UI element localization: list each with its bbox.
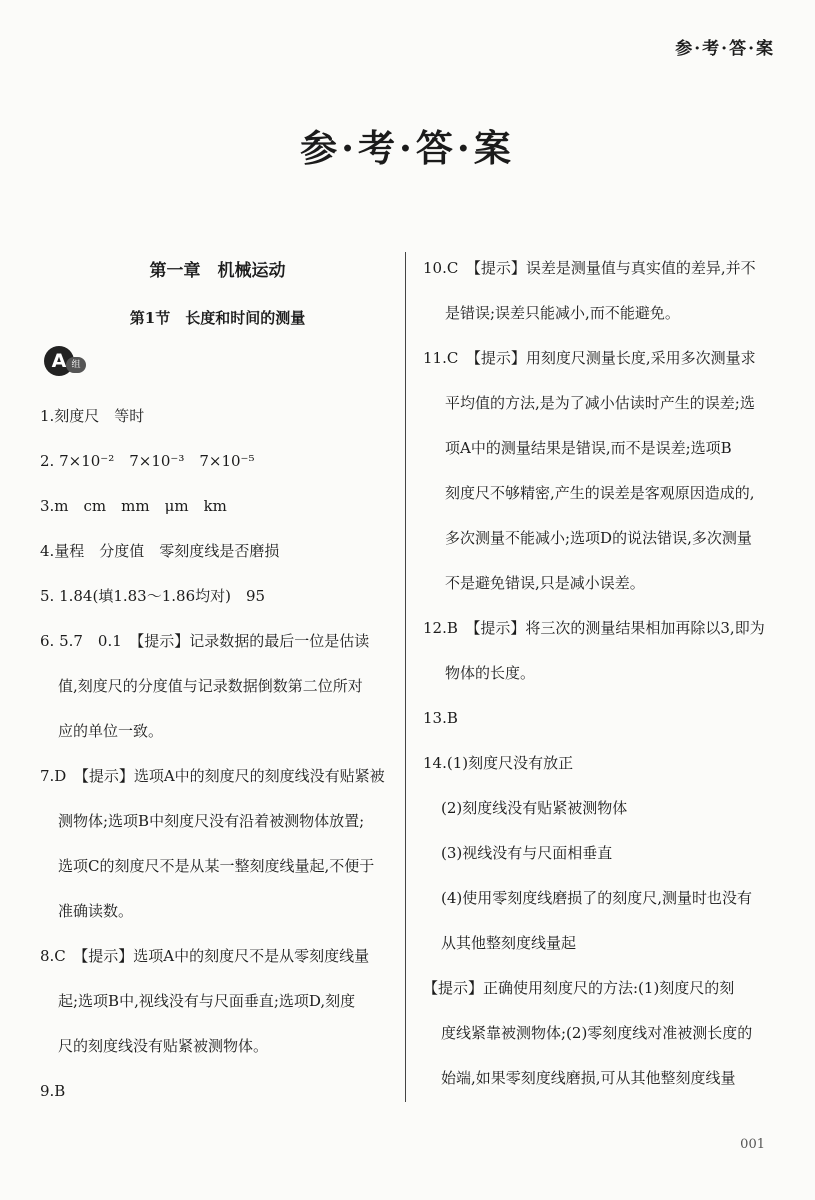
answer-item — [40, 529, 395, 574]
answer-item — [423, 696, 783, 741]
answer-item — [40, 619, 395, 754]
page-number: 001 — [740, 1137, 765, 1152]
answer-line: 13.B — [423, 709, 458, 727]
answer-item — [40, 394, 395, 439]
answer-line: 准确读数。 — [58, 902, 134, 920]
answer-item — [40, 574, 395, 619]
answer-line: 9.B — [40, 1082, 66, 1100]
hint-line: 【提示】正确使用刻度尺的方法:(1)刻度尺的刻 — [423, 979, 735, 997]
answer-item — [40, 1069, 395, 1114]
answer-line: 平均值的方法,是为了减小估读时产生的误差;选 — [445, 394, 755, 412]
answer-line: 多次测量不能减小;选项D的说法错误,多次测量 — [445, 529, 752, 547]
answer-line: 物体的长度。 — [445, 664, 536, 682]
answer-line: 尺的刻度线没有贴紧被测物体。 — [58, 1037, 269, 1055]
answer-subitem: (3)视线没有与尺面相垂直 — [441, 844, 613, 862]
chapter-title: 第一章 机械运动 — [149, 261, 286, 281]
answer-item — [40, 484, 395, 529]
answer-line: 测物体;选项B中刻度尺没有沿着被测物体放置; — [58, 812, 365, 830]
running-head: 参·考·答·案 — [675, 39, 775, 59]
badge-tag: 组 — [66, 357, 86, 373]
answer-item — [423, 606, 783, 696]
answer-line: 刻度尺不够精密,产生的误差是客观原因造成的, — [445, 484, 755, 502]
answer-line: 4.量程 分度值 零刻度线是否磨损 — [40, 542, 280, 560]
group-a-badge — [44, 346, 86, 376]
answer-line: 8.C 【提示】选项A中的刻度尺不是从零刻度线量 — [40, 947, 370, 965]
answer-line: 是错误;误差只能减小,而不能避免。 — [445, 304, 680, 322]
page-title: 参·考·答·案 — [300, 126, 515, 170]
answer-line: 应的单位一致。 — [58, 722, 164, 740]
answer-line: 2. 7×10⁻² 7×10⁻³ 7×10⁻⁵ — [40, 452, 255, 470]
answer-line: 10.C 【提示】误差是测量值与真实值的差异,并不 — [423, 259, 756, 277]
answer-item — [423, 336, 783, 606]
answer-item — [423, 741, 783, 1101]
answer-line: 选项C的刻度尺不是从某一整刻度线量起,不便于 — [58, 857, 375, 875]
answer-subitem: (2)刻度线没有贴紧被测物体 — [441, 799, 628, 817]
answer-subitem: 从其他整刻度线量起 — [441, 934, 577, 952]
answer-line: 14.(1)刻度尺没有放正 — [423, 754, 574, 772]
answer-line: 7.D 【提示】选项A中的刻度尺的刻度线没有贴紧被 — [40, 767, 385, 785]
left-column — [40, 250, 395, 1114]
answer-item — [40, 439, 395, 484]
badge-letter: A — [44, 346, 74, 376]
answer-line: 值,刻度尺的分度值与记录数据倒数第二位所对 — [58, 677, 363, 695]
answer-item — [40, 754, 395, 934]
answer-line: 5. 1.84(填1.83～1.86均对) 95 — [40, 587, 266, 605]
hint-line: 度线紧靠被测物体;(2)零刻度线对准被测长度的 — [441, 1024, 753, 1042]
hint-line: 始端,如果零刻度线磨损,可从其他整刻度线量 — [441, 1069, 736, 1087]
answer-list-right — [423, 246, 783, 741]
right-column — [423, 246, 783, 1101]
answer-line: 11.C 【提示】用刻度尺测量长度,采用多次测量求 — [423, 349, 756, 367]
answer-line: 3.m cm mm μm km — [40, 497, 227, 515]
answer-line: 起;选项B中,视线没有与尺面垂直;选项D,刻度 — [58, 992, 356, 1010]
answer-line: 不是避免错误,只是减小误差。 — [445, 574, 645, 592]
answer-line: 12.B 【提示】将三次的测量结果相加再除以3,即为 — [423, 619, 765, 637]
column-divider — [405, 252, 406, 1102]
answer-line: 6. 5.7 0.1 【提示】记录数据的最后一位是估读 — [40, 632, 370, 650]
section-title: 第1节 长度和时间的测量 — [129, 309, 306, 327]
answer-line: 项A中的测量结果是错误,而不是误差;选项B — [445, 439, 732, 457]
answer-list-left — [40, 394, 395, 1114]
answer-item — [423, 246, 783, 336]
answer-item — [40, 934, 395, 1069]
answer-subitem: (4)使用零刻度线磨损了的刻度尺,测量时也没有 — [441, 889, 753, 907]
answer-line: 1.刻度尺 等时 — [40, 407, 145, 425]
